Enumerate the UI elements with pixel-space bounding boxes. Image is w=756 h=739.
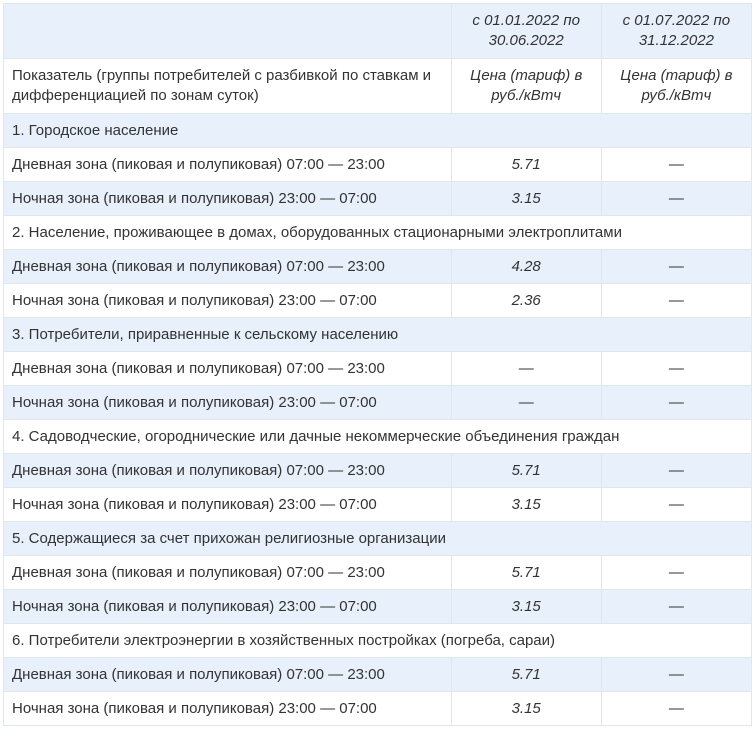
price-value-1: 3.15 — [451, 182, 601, 216]
group-title: 4. Садоводческие, огороднические или дачные некоммерческие объединения граждан — [4, 420, 752, 454]
row-label: Дневная зона (пиковая и полупиковая) 07:00 — 23:00 — [4, 454, 452, 488]
group-row — [4, 522, 752, 556]
price-value-1: 5.71 — [451, 148, 601, 182]
period1-header: с 01.01.2022 по 30.06.2022 — [451, 4, 601, 59]
price-value-1: 3.15 — [451, 488, 601, 522]
price-value-1: 3.15 — [451, 590, 601, 624]
price-value-2: — — [601, 386, 751, 420]
price-value-2: — — [601, 692, 751, 726]
price-value-2: — — [601, 250, 751, 284]
price-value-1: 5.71 — [451, 556, 601, 590]
row-label: Ночная зона (пиковая и полупиковая) 23:00 — 07:00 — [4, 386, 452, 420]
price-value-2: — — [601, 590, 751, 624]
row-label: Ночная зона (пиковая и полупиковая) 23:00 — 07:00 — [4, 182, 452, 216]
indicator-header: Показатель (группы потребителей с разбивкой по ставкам и дифференциацией по зонам суток) — [4, 59, 452, 114]
price-value-1: 2.36 — [451, 284, 601, 318]
header-empty-cell — [4, 4, 452, 59]
row-label: Дневная зона (пиковая и полупиковая) 07:00 — 23:00 — [4, 658, 452, 692]
table-row — [4, 182, 752, 216]
table-row — [4, 148, 752, 182]
group-title: 5. Содержащиеся за счет прихожан религиозные организации — [4, 522, 752, 556]
price-value-1: 4.28 — [451, 250, 601, 284]
price-value-1: — — [451, 352, 601, 386]
price-value-1: — — [451, 386, 601, 420]
period2-header: с 01.07.2022 по 31.12.2022 — [601, 4, 751, 59]
tariff-table — [3, 3, 752, 726]
table-row — [4, 590, 752, 624]
price-value-1: 5.71 — [451, 658, 601, 692]
price-value-2: — — [601, 556, 751, 590]
price-value-2: — — [601, 488, 751, 522]
price-header-1: Цена (тариф) в руб./кВтч — [451, 59, 601, 114]
price-value-1: 3.15 — [451, 692, 601, 726]
table-row — [4, 386, 752, 420]
row-label: Дневная зона (пиковая и полупиковая) 07:00 — 23:00 — [4, 250, 452, 284]
price-header-2: Цена (тариф) в руб./кВтч — [601, 59, 751, 114]
group-row — [4, 624, 752, 658]
table-row — [4, 352, 752, 386]
row-label: Ночная зона (пиковая и полупиковая) 23:00 — 07:00 — [4, 488, 452, 522]
group-title: 1. Городское население — [4, 114, 752, 148]
table-row — [4, 488, 752, 522]
row-label: Дневная зона (пиковая и полупиковая) 07:00 — 23:00 — [4, 352, 452, 386]
row-label: Дневная зона (пиковая и полупиковая) 07:00 — 23:00 — [4, 148, 452, 182]
price-value-2: — — [601, 182, 751, 216]
table-row — [4, 454, 752, 488]
table-row — [4, 250, 752, 284]
group-row — [4, 420, 752, 454]
table-row — [4, 284, 752, 318]
row-label: Дневная зона (пиковая и полупиковая) 07:00 — 23:00 — [4, 556, 452, 590]
group-title: 2. Население, проживающее в домах, оборудованных стационарными электроплитами — [4, 216, 752, 250]
group-title: 6. Потребители электроэнергии в хозяйственных постройках (погреба, сараи) — [4, 624, 752, 658]
row-label: Ночная зона (пиковая и полупиковая) 23:00 — 07:00 — [4, 692, 452, 726]
period-header-row — [4, 4, 752, 59]
table-row — [4, 658, 752, 692]
group-row — [4, 216, 752, 250]
price-value-2: — — [601, 148, 751, 182]
price-value-2: — — [601, 658, 751, 692]
column-header-row — [4, 59, 752, 114]
group-row — [4, 318, 752, 352]
price-value-2: — — [601, 454, 751, 488]
table-row — [4, 556, 752, 590]
group-title: 3. Потребители, приравненные к сельскому населению — [4, 318, 752, 352]
group-row — [4, 114, 752, 148]
price-value-2: — — [601, 284, 751, 318]
row-label: Ночная зона (пиковая и полупиковая) 23:00 — 07:00 — [4, 284, 452, 318]
row-label: Ночная зона (пиковая и полупиковая) 23:00 — 07:00 — [4, 590, 452, 624]
table-row — [4, 692, 752, 726]
price-value-1: 5.71 — [451, 454, 601, 488]
price-value-2: — — [601, 352, 751, 386]
